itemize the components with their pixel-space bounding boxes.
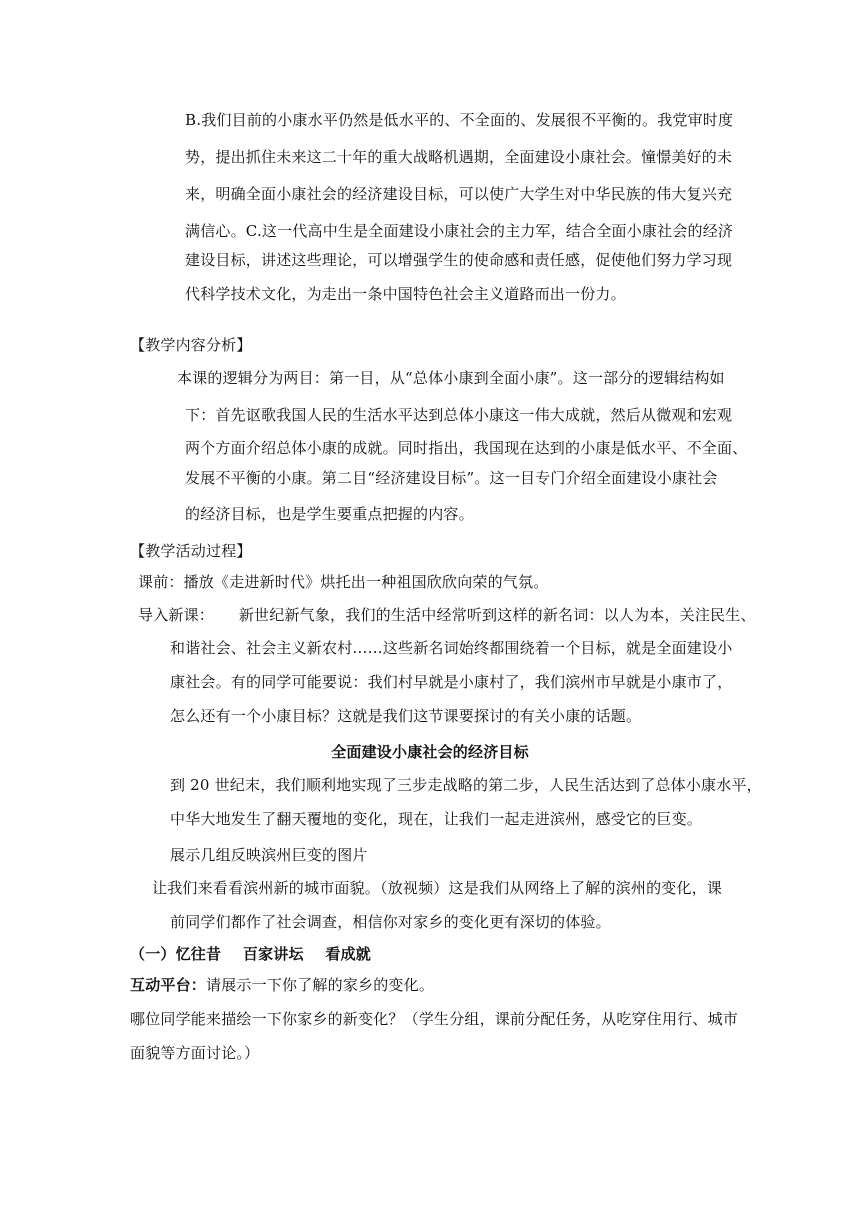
paragraph-b-line-3: 来，明确全面小康社会的经济建设目标，可以使广大学生对中华民族的伟大复兴充 (185, 185, 733, 203)
paragraph-b-line-4: 满信心。C.这一代高中生是全面建设小康社会的主力军，结合全面小康社会的经济 (185, 222, 734, 240)
intro-line-1: 导入新课： 新世纪新气象，我们的生活中经常听到这样的新名词：以人为本，关注民生、 (138, 606, 756, 624)
question-line-2: 面貌等方面讨论。） (130, 1044, 260, 1062)
section-heading-teaching-activity: 【教学活动过程】 (130, 542, 252, 560)
part-one-heading: （一）忆往昔 百家讲坛 看成就 (130, 945, 371, 963)
center-section-title: 全面建设小康社会的经济目标 (331, 743, 529, 761)
intro-line-3: 康社会。有的同学可能要说：我们村早就是小康村了，我们滨州市早就是小康市了， (170, 673, 733, 691)
body-2-line-2: 前同学们都作了社会调查，相信你对家乡的变化更有深切的体验。 (170, 913, 611, 931)
interactive-platform-line (130, 975, 434, 995)
paragraph-b-line-1: B.我们目前的小康水平仍然是低水平的、不全面的、发展很不平衡的。我党审时度 (185, 111, 734, 129)
content-analysis-line-3: 两个方面介绍总体小康的成就。同时指出，我国现在达到的小康是低水平、不全面、 (185, 439, 748, 457)
intro-line-4: 怎么还有一个小康目标？这就是我们这节课要探讨的有关小康的话题。 (170, 707, 642, 725)
intro-line-2: 和谐社会、社会主义新农村……这些新名词始终都围绕着一个目标，就是全面建设小 (170, 639, 733, 657)
section-heading-content-analysis: 【教学内容分析】 (130, 336, 252, 354)
content-analysis-line-1: 本课的逻辑分为两目：第一目，从“总体小康到全面小康”。这一部分的逻辑结构如 (177, 369, 725, 387)
interactive-platform-text: 请展示一下你了解的家乡的变化。 (206, 976, 435, 994)
show-pictures-text: 展示几组反映滨州巨变的图片 (170, 846, 368, 864)
content-analysis-line-4: 发展不平衡的小康。第二目“经济建设目标”。这一目专门介绍全面建设小康社会 (185, 469, 718, 487)
body-1-line-2: 中华大地发生了翻天覆地的变化，现在，让我们一起走进滨州，感受它的巨变。 (170, 810, 703, 828)
interactive-platform-label: 互动平台： (130, 976, 207, 994)
question-line-1: 哪位同学能来描绘一下你家乡的新变化？（学生分组，课前分配任务，从吃穿住用行、城市 (130, 1010, 739, 1028)
body-2-line-1: 让我们来看看滨州新的城市面貌。（放视频）这是我们从网络上了解的滨州的变化，课 (152, 879, 723, 897)
paragraph-b-line-6: 代科学技术文化，为走出一条中国特色社会主义道路而出一份力。 (185, 285, 626, 303)
body-1-line-1: 到 20 世纪末，我们顺利地实现了三步走战略的第二步，人民生活达到了总体小康水平， (170, 776, 762, 794)
content-analysis-line-5: 的经济目标，也是学生要重点把握的内容。 (185, 505, 474, 523)
before-class-text: 课前：播放《走进新时代》烘托出一种祖国欣欣向荣的气氛。 (138, 573, 549, 591)
content-analysis-line-2: 下：首先讴歌我国人民的生活水平达到总体小康这一伟大成就，然后从微观和宏观 (185, 406, 733, 424)
paragraph-b-line-2: 势，提出抓住未来这二十年的重大战略机遇期，全面建设小康社会。憧憬美好的未 (185, 148, 733, 166)
paragraph-b-line-5: 建设目标，讲述这些理论，可以增强学生的使命感和责任感，促使他们努力学习现 (185, 251, 733, 269)
